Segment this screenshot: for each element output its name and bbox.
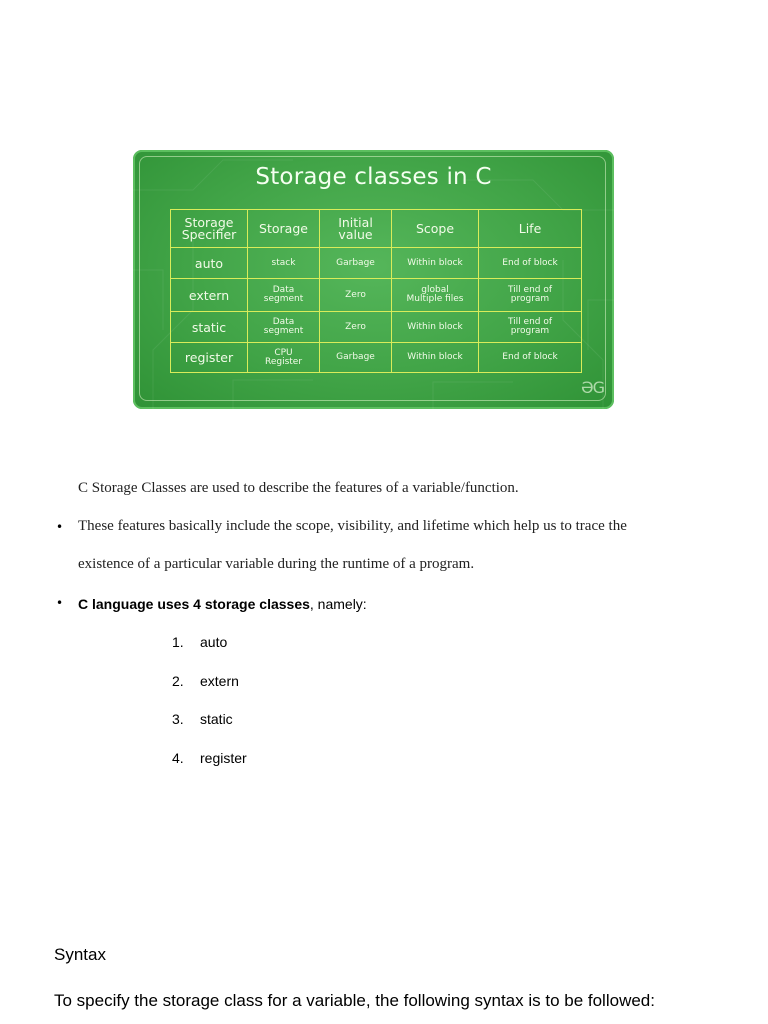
cell-initial-value: Zero <box>320 312 392 343</box>
bullet-text-line2: existence of a particular variable during the runtime of a program. <box>78 556 475 572</box>
cell-life: Till end of program <box>479 312 582 343</box>
infographic-title: Storage classes in C <box>255 164 492 190</box>
syntax-heading: Syntax <box>54 945 106 964</box>
cell-scope: Within block <box>392 343 479 373</box>
table-row <box>171 248 582 279</box>
table-row <box>171 343 582 373</box>
bullet-bold-text: C language uses 4 storage classes <box>78 596 310 612</box>
list-item: auto <box>200 634 228 650</box>
storage-classes-infographic <box>133 150 614 409</box>
list-number: 2. <box>172 673 184 689</box>
cell-specifier: auto <box>171 248 248 279</box>
list-item: extern <box>200 673 239 689</box>
cell-storage: Data segment <box>248 279 320 312</box>
header-storage-specifier: Storage Specifier <box>171 210 248 248</box>
bullet-text-line1: These features basically include the scope, visibility, and lifetime which help us to trace the <box>78 518 627 534</box>
cell-storage: CPU Register <box>248 343 320 373</box>
cell-specifier: static <box>171 312 248 343</box>
cell-life: End of block <box>479 343 582 373</box>
table-header-row <box>171 210 582 248</box>
header-initial-value: Initial value <box>320 210 392 248</box>
syntax-description: To specify the storage class for a variable, the following syntax is to be followed: <box>54 991 655 1010</box>
cell-initial-value: Garbage <box>320 248 392 279</box>
cell-specifier: register <box>171 343 248 373</box>
table-row <box>171 279 582 312</box>
cell-scope: global Multiple files <box>392 279 479 312</box>
header-storage: Storage <box>248 210 320 248</box>
cell-initial-value: Garbage <box>320 343 392 373</box>
cell-initial-value: Zero <box>320 279 392 312</box>
table-row <box>171 312 582 343</box>
cell-life: Till end of program <box>479 279 582 312</box>
list-number: 4. <box>172 750 184 766</box>
cell-life: End of block <box>479 248 582 279</box>
header-scope: Scope <box>392 210 479 248</box>
storage-class-table <box>170 209 582 373</box>
cell-storage: Data segment <box>248 312 320 343</box>
intro-paragraph: C Storage Classes are used to describe the features of a variable/function. <box>78 480 519 496</box>
list-number: 3. <box>172 711 184 727</box>
bullet-rest-text: , namely: <box>309 596 367 612</box>
header-life: Life <box>479 210 582 248</box>
bullet-icon: • <box>56 596 64 610</box>
list-item: register <box>200 750 247 766</box>
bullet-storage-classes <box>78 596 367 612</box>
cell-scope: Within block <box>392 312 479 343</box>
cell-scope: Within block <box>392 248 479 279</box>
gfg-logo: ƏG <box>581 378 604 397</box>
list-number: 1. <box>172 634 184 650</box>
cell-storage: stack <box>248 248 320 279</box>
bullet-icon: • <box>56 520 64 534</box>
list-item: static <box>200 711 233 727</box>
cell-specifier: extern <box>171 279 248 312</box>
